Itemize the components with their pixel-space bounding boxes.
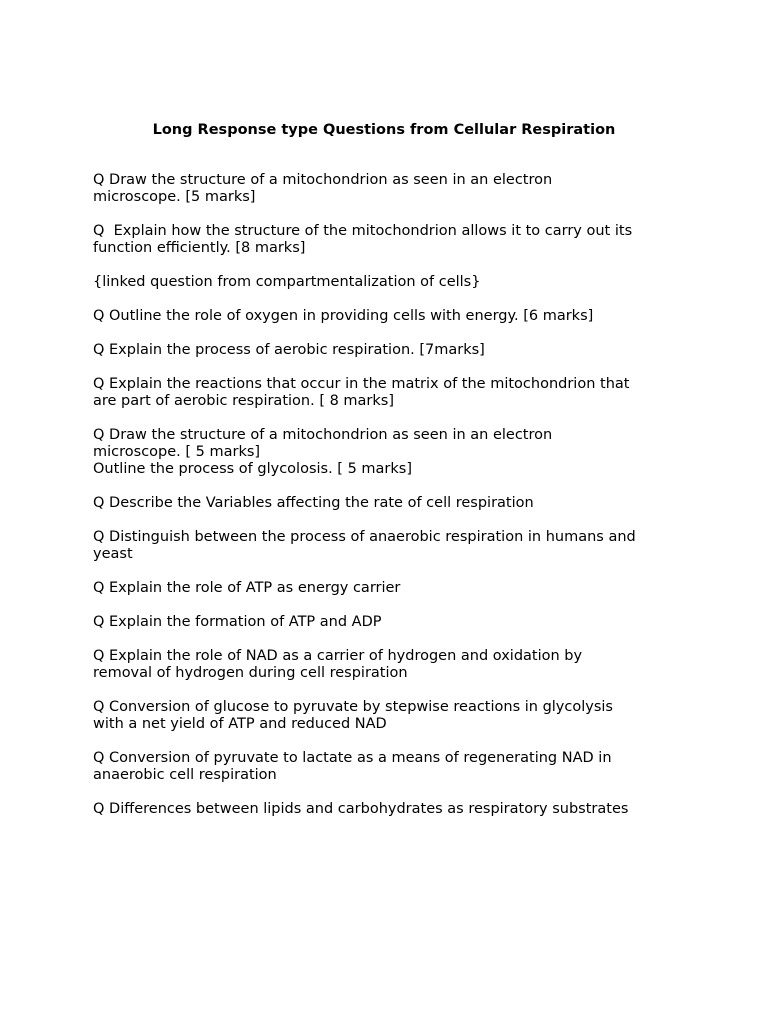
question-line: Q Explain the formation of ATP and ADP — [93, 614, 382, 630]
question-item — [93, 495, 693, 512]
question-item — [93, 801, 693, 818]
question-line: Q Distinguish between the process of anaerobic respiration in humans and — [93, 529, 636, 545]
question-item — [93, 529, 693, 563]
question-line: anaerobic cell respiration — [93, 767, 277, 783]
question-item — [93, 308, 693, 325]
question-item — [93, 614, 693, 631]
question-line: Q Draw the structure of a mitochondrion as seen in an electron — [93, 172, 553, 188]
question-line: Outline the process of glycolosis. [ 5 marks] — [93, 461, 412, 477]
question-item — [93, 427, 693, 478]
page-title: Long Response type Questions from Cellular Respiration — [152, 122, 616, 138]
question-item — [93, 699, 693, 733]
question-line: Q Explain the role of ATP as energy carrier — [93, 580, 401, 596]
question-item — [93, 376, 693, 410]
question-line: are part of aerobic respiration. [ 8 marks] — [93, 393, 394, 409]
question-line: microscope. [ 5 marks] — [93, 444, 261, 460]
question-line: removal of hydrogen during cell respiration — [93, 665, 408, 681]
question-line: yeast — [93, 546, 133, 562]
question-line: Q Explain the reactions that occur in the matrix of the mitochondrion that — [93, 376, 630, 392]
question-line: Q Differences between lipids and carbohydrates as respiratory substrates — [93, 801, 629, 817]
question-line: function efficiently. [8 marks] — [93, 240, 306, 256]
question-line: Q Explain how the structure of the mitochondrion allows it to carry out its — [93, 223, 633, 239]
question-item — [93, 648, 693, 682]
question-line: Q Describe the Variables affecting the rate of cell respiration — [93, 495, 534, 511]
question-item — [93, 580, 693, 597]
question-item — [93, 750, 693, 784]
question-item — [93, 342, 693, 359]
question-line: Q Draw the structure of a mitochondrion as seen in an electron — [93, 427, 553, 443]
question-list — [93, 172, 693, 835]
question-item — [93, 172, 693, 206]
question-line: with a net yield of ATP and reduced NAD — [93, 716, 387, 732]
question-item — [93, 223, 693, 257]
question-line: Q Explain the role of NAD as a carrier of hydrogen and oxidation by — [93, 648, 583, 664]
question-line: Q Conversion of pyruvate to lactate as a means of regenerating NAD in — [93, 750, 612, 766]
question-line: {linked question from compartmentalization of cells} — [93, 274, 481, 290]
question-item — [93, 274, 693, 291]
question-line: Q Conversion of glucose to pyruvate by stepwise reactions in glycolysis — [93, 699, 613, 715]
question-line: Q Outline the role of oxygen in providing cells with energy. [6 marks] — [93, 308, 594, 324]
question-line: microscope. [5 marks] — [93, 189, 256, 205]
question-line: Q Explain the process of aerobic respiration. [7marks] — [93, 342, 485, 358]
